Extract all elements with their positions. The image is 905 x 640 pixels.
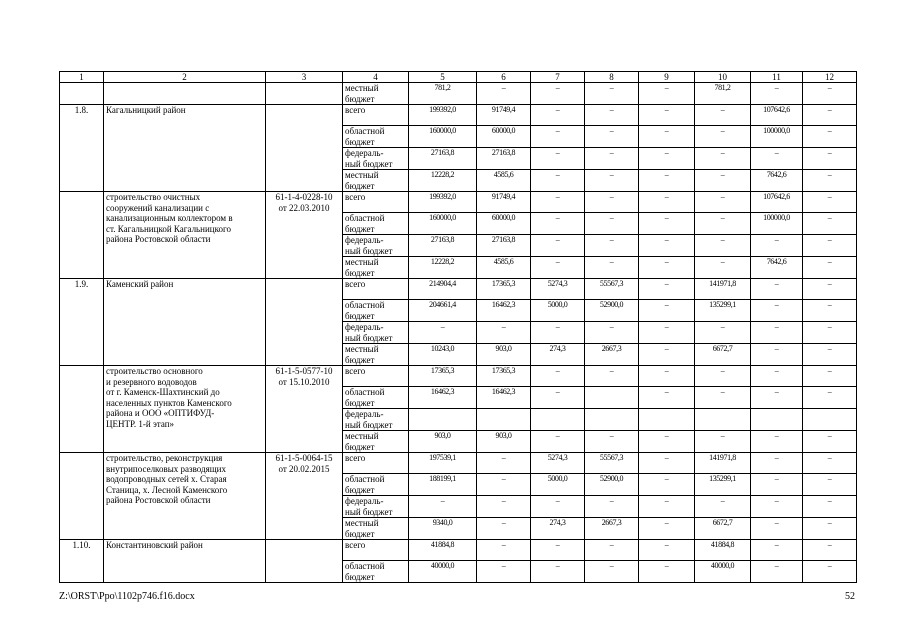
amount-cell: – <box>585 322 639 344</box>
amount-cell: 55567,3 <box>585 279 639 300</box>
amount-cell: – <box>803 366 857 387</box>
funding-source: местный бюджет <box>343 431 409 453</box>
amount-cell: – <box>531 431 585 453</box>
amount-cell: – <box>803 148 857 170</box>
amount-cell: 141971,8 <box>695 279 751 300</box>
amount-cell: 188199,1 <box>409 474 477 496</box>
row-number <box>60 366 104 453</box>
amount-cell: – <box>585 366 639 387</box>
amount-cell: – <box>751 431 803 453</box>
amount-cell: – <box>751 366 803 387</box>
amount-cell: – <box>639 322 695 344</box>
amount-cell: – <box>751 300 803 322</box>
funding-source: местный бюджет <box>343 257 409 279</box>
amount-cell: – <box>531 366 585 387</box>
header-row <box>60 72 857 83</box>
budget-table <box>59 71 857 583</box>
amount-cell: – <box>695 366 751 387</box>
amount-cell: 903,0 <box>477 431 531 453</box>
amount-cell: – <box>751 344 803 366</box>
amount-cell: – <box>695 170 751 192</box>
row-registry-code <box>266 540 343 583</box>
funding-source: областной бюджет <box>343 126 409 148</box>
amount-cell: – <box>531 561 585 583</box>
amount-cell: – <box>751 561 803 583</box>
amount-cell: – <box>751 518 803 540</box>
amount-cell: 903,0 <box>477 344 531 366</box>
amount-cell: – <box>639 170 695 192</box>
amount-cell <box>531 409 585 431</box>
column-header: 2 <box>104 72 266 83</box>
amount-cell: – <box>639 83 695 105</box>
amount-cell: – <box>751 540 803 561</box>
amount-cell: 17365,3 <box>477 279 531 300</box>
amount-cell: – <box>639 431 695 453</box>
funding-source: местный бюджет <box>343 170 409 192</box>
amount-cell: 40000,0 <box>409 561 477 583</box>
amount-cell: 6672,7 <box>695 518 751 540</box>
amount-cell: – <box>639 148 695 170</box>
amount-cell: 9340,0 <box>409 518 477 540</box>
amount-cell: – <box>585 496 639 518</box>
column-header: 1 <box>60 72 104 83</box>
amount-cell: – <box>477 322 531 344</box>
amount-cell: – <box>695 235 751 257</box>
amount-cell: 2667,3 <box>585 344 639 366</box>
amount-cell: 52900,0 <box>585 474 639 496</box>
funding-source: всего <box>343 192 409 213</box>
amount-cell: – <box>639 192 695 213</box>
amount-cell: – <box>531 105 585 126</box>
page-number: 52 <box>845 591 855 602</box>
amount-cell: 141971,8 <box>695 453 751 474</box>
amount-cell: 214904,4 <box>409 279 477 300</box>
column-header: 11 <box>751 72 803 83</box>
funding-source: федераль- ный бюджет <box>343 235 409 257</box>
amount-cell: – <box>585 213 639 235</box>
amount-cell: – <box>639 387 695 409</box>
column-header: 5 <box>409 72 477 83</box>
amount-cell: – <box>695 431 751 453</box>
amount-cell: 41884,8 <box>409 540 477 561</box>
column-header: 9 <box>639 72 695 83</box>
table-row <box>60 105 857 126</box>
amount-cell: 5274,3 <box>531 453 585 474</box>
table-row <box>60 366 857 387</box>
amount-cell <box>477 409 531 431</box>
amount-cell: – <box>639 257 695 279</box>
amount-cell: – <box>751 474 803 496</box>
column-header: 3 <box>266 72 343 83</box>
amount-cell: – <box>531 387 585 409</box>
amount-cell: – <box>639 344 695 366</box>
amount-cell: – <box>803 496 857 518</box>
amount-cell: – <box>531 170 585 192</box>
funding-source: областной бюджет <box>343 300 409 322</box>
amount-cell: – <box>803 540 857 561</box>
table-row <box>60 83 857 105</box>
amount-cell: – <box>585 105 639 126</box>
amount-cell: – <box>803 474 857 496</box>
funding-source: местный бюджет <box>343 518 409 540</box>
amount-cell: 160000,0 <box>409 213 477 235</box>
row-number: 1.8. <box>60 105 104 192</box>
amount-cell: – <box>695 322 751 344</box>
row-registry-code: 61-1-5-0064-15 от 20.02.2015 <box>266 453 343 540</box>
amount-cell: – <box>585 540 639 561</box>
amount-cell: – <box>409 496 477 518</box>
amount-cell: – <box>585 431 639 453</box>
funding-source: областной бюджет <box>343 213 409 235</box>
amount-cell: – <box>803 213 857 235</box>
amount-cell: – <box>585 170 639 192</box>
amount-cell: 781,2 <box>409 83 477 105</box>
amount-cell: – <box>803 279 857 300</box>
row-description: строительство, реконструкция внутрипоселковых разводящих водопроводных сетей х. Старая Станица, х. Лесной Каменского района Ростовской области <box>104 453 266 540</box>
amount-cell: 10243,0 <box>409 344 477 366</box>
column-header: 7 <box>531 72 585 83</box>
amount-cell: – <box>585 148 639 170</box>
amount-cell <box>585 409 639 431</box>
amount-cell: – <box>751 453 803 474</box>
amount-cell <box>409 409 477 431</box>
amount-cell: 41884,8 <box>695 540 751 561</box>
amount-cell: – <box>639 105 695 126</box>
amount-cell: – <box>639 300 695 322</box>
amount-cell: 7642,6 <box>751 257 803 279</box>
amount-cell: 135299,1 <box>695 474 751 496</box>
column-header: 12 <box>803 72 857 83</box>
amount-cell: – <box>531 148 585 170</box>
amount-cell: – <box>585 235 639 257</box>
amount-cell: – <box>803 387 857 409</box>
file-path: Z:\ORST\Ppo\1102p746.f16.docx <box>59 591 195 602</box>
amount-cell: – <box>585 126 639 148</box>
table-row <box>60 540 857 561</box>
amount-cell: – <box>803 170 857 192</box>
amount-cell: – <box>639 474 695 496</box>
table-row <box>60 279 857 300</box>
amount-cell: – <box>803 105 857 126</box>
amount-cell: 17365,3 <box>477 366 531 387</box>
amount-cell: – <box>531 126 585 148</box>
funding-source: местный бюджет <box>343 344 409 366</box>
amount-cell: 274,3 <box>531 518 585 540</box>
amount-cell: – <box>531 322 585 344</box>
amount-cell: – <box>751 387 803 409</box>
amount-cell: – <box>531 540 585 561</box>
amount-cell: – <box>803 257 857 279</box>
amount-cell <box>639 409 695 431</box>
amount-cell: – <box>751 279 803 300</box>
amount-cell: – <box>639 366 695 387</box>
column-header: 6 <box>477 72 531 83</box>
row-description: строительство основного и резервного водоводов от г. Каменск-Шахтинский до населенных пунктов Каменского района и ООО «ОПТИФУД- ЦЕНТР. 1-й этап» <box>104 366 266 453</box>
amount-cell: – <box>639 518 695 540</box>
amount-cell: 60000,0 <box>477 126 531 148</box>
amount-cell: 6672,7 <box>695 344 751 366</box>
amount-cell: 12228,2 <box>409 170 477 192</box>
amount-cell: – <box>639 126 695 148</box>
funding-source: федераль- ный бюджет <box>343 322 409 344</box>
row-description: Каменский район <box>104 279 266 366</box>
column-header: 4 <box>343 72 409 83</box>
amount-cell: – <box>695 387 751 409</box>
funding-source: областной бюджет <box>343 561 409 583</box>
amount-cell: 5000,0 <box>531 300 585 322</box>
amount-cell: – <box>477 83 531 105</box>
amount-cell <box>585 387 639 409</box>
amount-cell: 5274,3 <box>531 279 585 300</box>
amount-cell: 55567,3 <box>585 453 639 474</box>
amount-cell: – <box>751 235 803 257</box>
amount-cell: 16462,3 <box>409 387 477 409</box>
amount-cell: 903,0 <box>409 431 477 453</box>
amount-cell: – <box>803 300 857 322</box>
amount-cell: – <box>751 148 803 170</box>
amount-cell: – <box>585 192 639 213</box>
funding-source: всего <box>343 105 409 126</box>
amount-cell: 27163,8 <box>477 148 531 170</box>
amount-cell: – <box>695 213 751 235</box>
amount-cell: – <box>803 431 857 453</box>
row-registry-code <box>266 279 343 366</box>
amount-cell: – <box>803 344 857 366</box>
row-number <box>60 83 104 105</box>
amount-cell: – <box>803 322 857 344</box>
funding-source: федераль- ный бюджет <box>343 409 409 431</box>
amount-cell: 107642,6 <box>751 105 803 126</box>
amount-cell: – <box>477 540 531 561</box>
amount-cell: 135299,1 <box>695 300 751 322</box>
amount-cell: – <box>477 453 531 474</box>
amount-cell: 5000,0 <box>531 474 585 496</box>
amount-cell: 160000,0 <box>409 126 477 148</box>
amount-cell: – <box>477 561 531 583</box>
row-registry-code <box>266 83 343 105</box>
amount-cell: 27163,8 <box>477 235 531 257</box>
row-registry-code <box>266 105 343 192</box>
amount-cell: – <box>803 83 857 105</box>
amount-cell: – <box>585 561 639 583</box>
amount-cell: – <box>751 83 803 105</box>
amount-cell: – <box>585 257 639 279</box>
amount-cell: – <box>531 83 585 105</box>
amount-cell: 27163,8 <box>409 148 477 170</box>
amount-cell <box>695 409 751 431</box>
amount-cell: – <box>531 192 585 213</box>
amount-cell: 91749,4 <box>477 192 531 213</box>
amount-cell: 52900,0 <box>585 300 639 322</box>
row-description: Кагальницкий район <box>104 105 266 192</box>
amount-cell: 17365,3 <box>409 366 477 387</box>
amount-cell: – <box>751 496 803 518</box>
funding-source: областной бюджет <box>343 474 409 496</box>
amount-cell <box>751 409 803 431</box>
amount-cell: 100000,0 <box>751 213 803 235</box>
amount-cell: 4585,6 <box>477 170 531 192</box>
amount-cell: – <box>751 322 803 344</box>
amount-cell: 197539,1 <box>409 453 477 474</box>
amount-cell: – <box>531 235 585 257</box>
amount-cell: 12228,2 <box>409 257 477 279</box>
funding-source: всего <box>343 279 409 300</box>
amount-cell: 2667,3 <box>585 518 639 540</box>
row-description: Константиновский район <box>104 540 266 583</box>
column-header: 8 <box>585 72 639 83</box>
amount-cell: – <box>639 235 695 257</box>
column-header: 10 <box>695 72 751 83</box>
amount-cell: – <box>803 126 857 148</box>
amount-cell: – <box>695 496 751 518</box>
amount-cell: – <box>695 257 751 279</box>
amount-cell: 7642,6 <box>751 170 803 192</box>
amount-cell: 204661,4 <box>409 300 477 322</box>
amount-cell: – <box>639 213 695 235</box>
amount-cell: 16462,3 <box>477 300 531 322</box>
funding-source: всего <box>343 366 409 387</box>
funding-source: областной бюджет <box>343 387 409 409</box>
amount-cell: 781,2 <box>695 83 751 105</box>
amount-cell: 100000,0 <box>751 126 803 148</box>
row-number <box>60 192 104 279</box>
row-number: 1.10. <box>60 540 104 583</box>
funding-source: местный бюджет <box>343 83 409 105</box>
amount-cell: 4585,6 <box>477 257 531 279</box>
row-number <box>60 453 104 540</box>
row-description: строительство очистных сооружений канализации с канализационным коллектором в ст. Кагальницкой Кагальницкого района Ростовской области <box>104 192 266 279</box>
row-description <box>104 83 266 105</box>
amount-cell: – <box>477 474 531 496</box>
amount-cell: – <box>531 213 585 235</box>
funding-source: всего <box>343 540 409 561</box>
amount-cell: 60000,0 <box>477 213 531 235</box>
amount-cell: – <box>639 561 695 583</box>
amount-cell: – <box>695 192 751 213</box>
amount-cell: – <box>639 279 695 300</box>
amount-cell: 16462,3 <box>477 387 531 409</box>
amount-cell: – <box>639 540 695 561</box>
table-row <box>60 453 857 474</box>
amount-cell: – <box>639 496 695 518</box>
amount-cell: – <box>477 496 531 518</box>
amount-cell: 40000,0 <box>695 561 751 583</box>
amount-cell: 199392,0 <box>409 192 477 213</box>
amount-cell: – <box>803 518 857 540</box>
row-registry-code: 61-1-4-0228-10 от 22.03.2010 <box>266 192 343 279</box>
amount-cell: – <box>531 257 585 279</box>
amount-cell: 199392,0 <box>409 105 477 126</box>
amount-cell: – <box>695 148 751 170</box>
amount-cell: – <box>803 453 857 474</box>
amount-cell: – <box>585 83 639 105</box>
row-number: 1.9. <box>60 279 104 366</box>
amount-cell: – <box>803 192 857 213</box>
funding-source: федераль- ный бюджет <box>343 496 409 518</box>
amount-cell: 107642,6 <box>751 192 803 213</box>
amount-cell: 274,3 <box>531 344 585 366</box>
amount-cell: – <box>639 453 695 474</box>
amount-cell: 27163,8 <box>409 235 477 257</box>
funding-source: всего <box>343 453 409 474</box>
table-row <box>60 192 857 213</box>
amount-cell: – <box>477 518 531 540</box>
amount-cell: – <box>409 322 477 344</box>
amount-cell: 91749,4 <box>477 105 531 126</box>
amount-cell: – <box>531 496 585 518</box>
amount-cell: – <box>803 235 857 257</box>
amount-cell: – <box>695 105 751 126</box>
amount-cell: – <box>695 126 751 148</box>
funding-source: федераль- ный бюджет <box>343 148 409 170</box>
amount-cell: – <box>803 561 857 583</box>
row-registry-code: 61-1-5-0577-10 от 15.10.2010 <box>266 366 343 453</box>
amount-cell <box>803 409 857 431</box>
table-body <box>60 72 857 583</box>
